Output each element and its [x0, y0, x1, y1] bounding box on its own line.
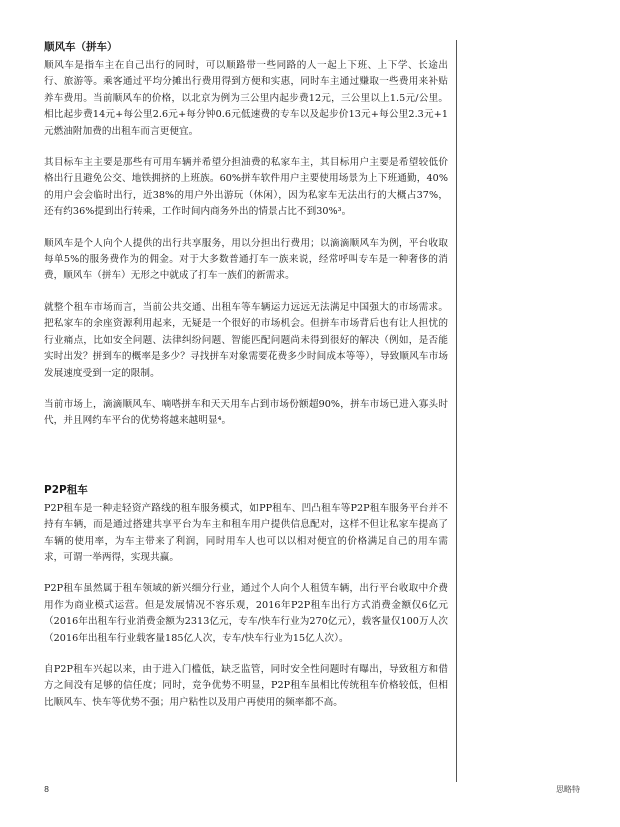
section-rideshare: [44, 40, 448, 430]
page-number: 8: [44, 785, 50, 794]
brand-name: 思略特: [556, 785, 580, 794]
paragraph: 就整个租车市场而言，当前公共交通、出租车等车辆运力远远无法满足中国强大的市场需求。把私家车的余座资源利用起来，无疑是一个很好的市场机会。但拼车市场背后也有让人担忧的行业痛点，比如安全问题、法律纠纷问题、智能匹配问题尚未得到很好的解决（例如，是否能实时出发？拼到车的概率是多少？寻找拼车对象需要花费多少时间成本等等），导致顺风车市场发展速度受到一定的限制。: [44, 301, 448, 379]
paragraph: 顺风车是指车主在自己出行的同时，可以顺路带一些同路的人一起上下班、上下学、长途出行、旅游等。乘客通过平均分摊出行费用得到方便和实惠，同时车主通过赚取一些费用来补贴养车费用。当前顺风车的价格，以北京为例为三公里内起步费12元，三公里以上1.5元/公里。相比起步费14元+每公里2.6元+每分钟0.6元低速费的专车以及起步价13元+每公里2.3元+1元燃油附加费的出租车而言更便宜。: [44, 60, 448, 137]
main-column: [44, 40, 448, 726]
paragraph: 当前市场上，滴滴顺风车、嘀嗒拼车和天天用车占到市场份额超90%，拼车市场已进入寡头时代，并且网约车平台的优势将越来越明显⁴。: [44, 398, 448, 427]
paragraph: P2P租车虽然属于租车领域的新兴细分行业，通过个人向个人租赁车辆，出行平台收取中介费用作为商业模式运营。但是发展情况不容乐观，2016年P2P租车出行方式消费金额仅6亿元（2016年出租车行业消费金额为2313亿元，专车/快车行业为270亿元），载客量仅100万人次（2016年出租车行业载客量185亿人次，专车/快车行业为15亿人次）。: [44, 583, 448, 644]
paragraph: 其目标车主主要是那些有可用车辆并希望分担油费的私家车主，其目标用户主要是希望较低价格出行且避免公交、地铁拥挤的上班族。60%拼车软件用户主要使用场景为上下班通勤，40% 的用户会会临时出行，近38%的用户外出游玩（休闲），因为私家车无法出行的大概占37%，还有约36%提到出行转乘，工作时间内商务外出的情景占比不到30%³。: [44, 157, 448, 218]
paragraph: 顺风车是个人向个人提供的出行共享服务，用以分担出行费用；以滴滴顺风车为例，平台收取每单5%的服务费作为的佣金。对于大多数普通打车一族来说，经常呼叫专车是一种奢侈的消费，顺风车（拼车）无形之中就成了打车一族们的新需求。: [44, 237, 448, 282]
section-p2p-rental: [44, 483, 448, 711]
paragraph: 自P2P租车兴起以来，由于进入门槛低，缺乏监管，同时安全性问题时有曝出，导致租方和借方之间没有足够的信任度；同时，竞争优势不明显，P2P租车虽相比传统租车价格较低，但相比顺风车、快车等优势不强；用户粘性以及用户再使用的频率都不高。: [44, 663, 448, 708]
section-heading: 顺风车（拼车）: [44, 41, 118, 53]
section-spacer: [44, 445, 448, 483]
section-heading: P2P租车: [44, 483, 88, 496]
column-divider: [456, 40, 457, 782]
paragraph: P2P租车是一种走轻资产路线的租车服务模式，如PP租车、凹凸租车等P2P租车服务平台并不持有车辆，而是通过搭建共享平台为车主和租车用户提供信息配对，这样不但让私家车提高了车辆的使用率，为车主带来了利润，同时用车人也可以以相对便宜的价格满足自己的用车需求，可谓一举两得，实现共赢。: [44, 502, 448, 563]
